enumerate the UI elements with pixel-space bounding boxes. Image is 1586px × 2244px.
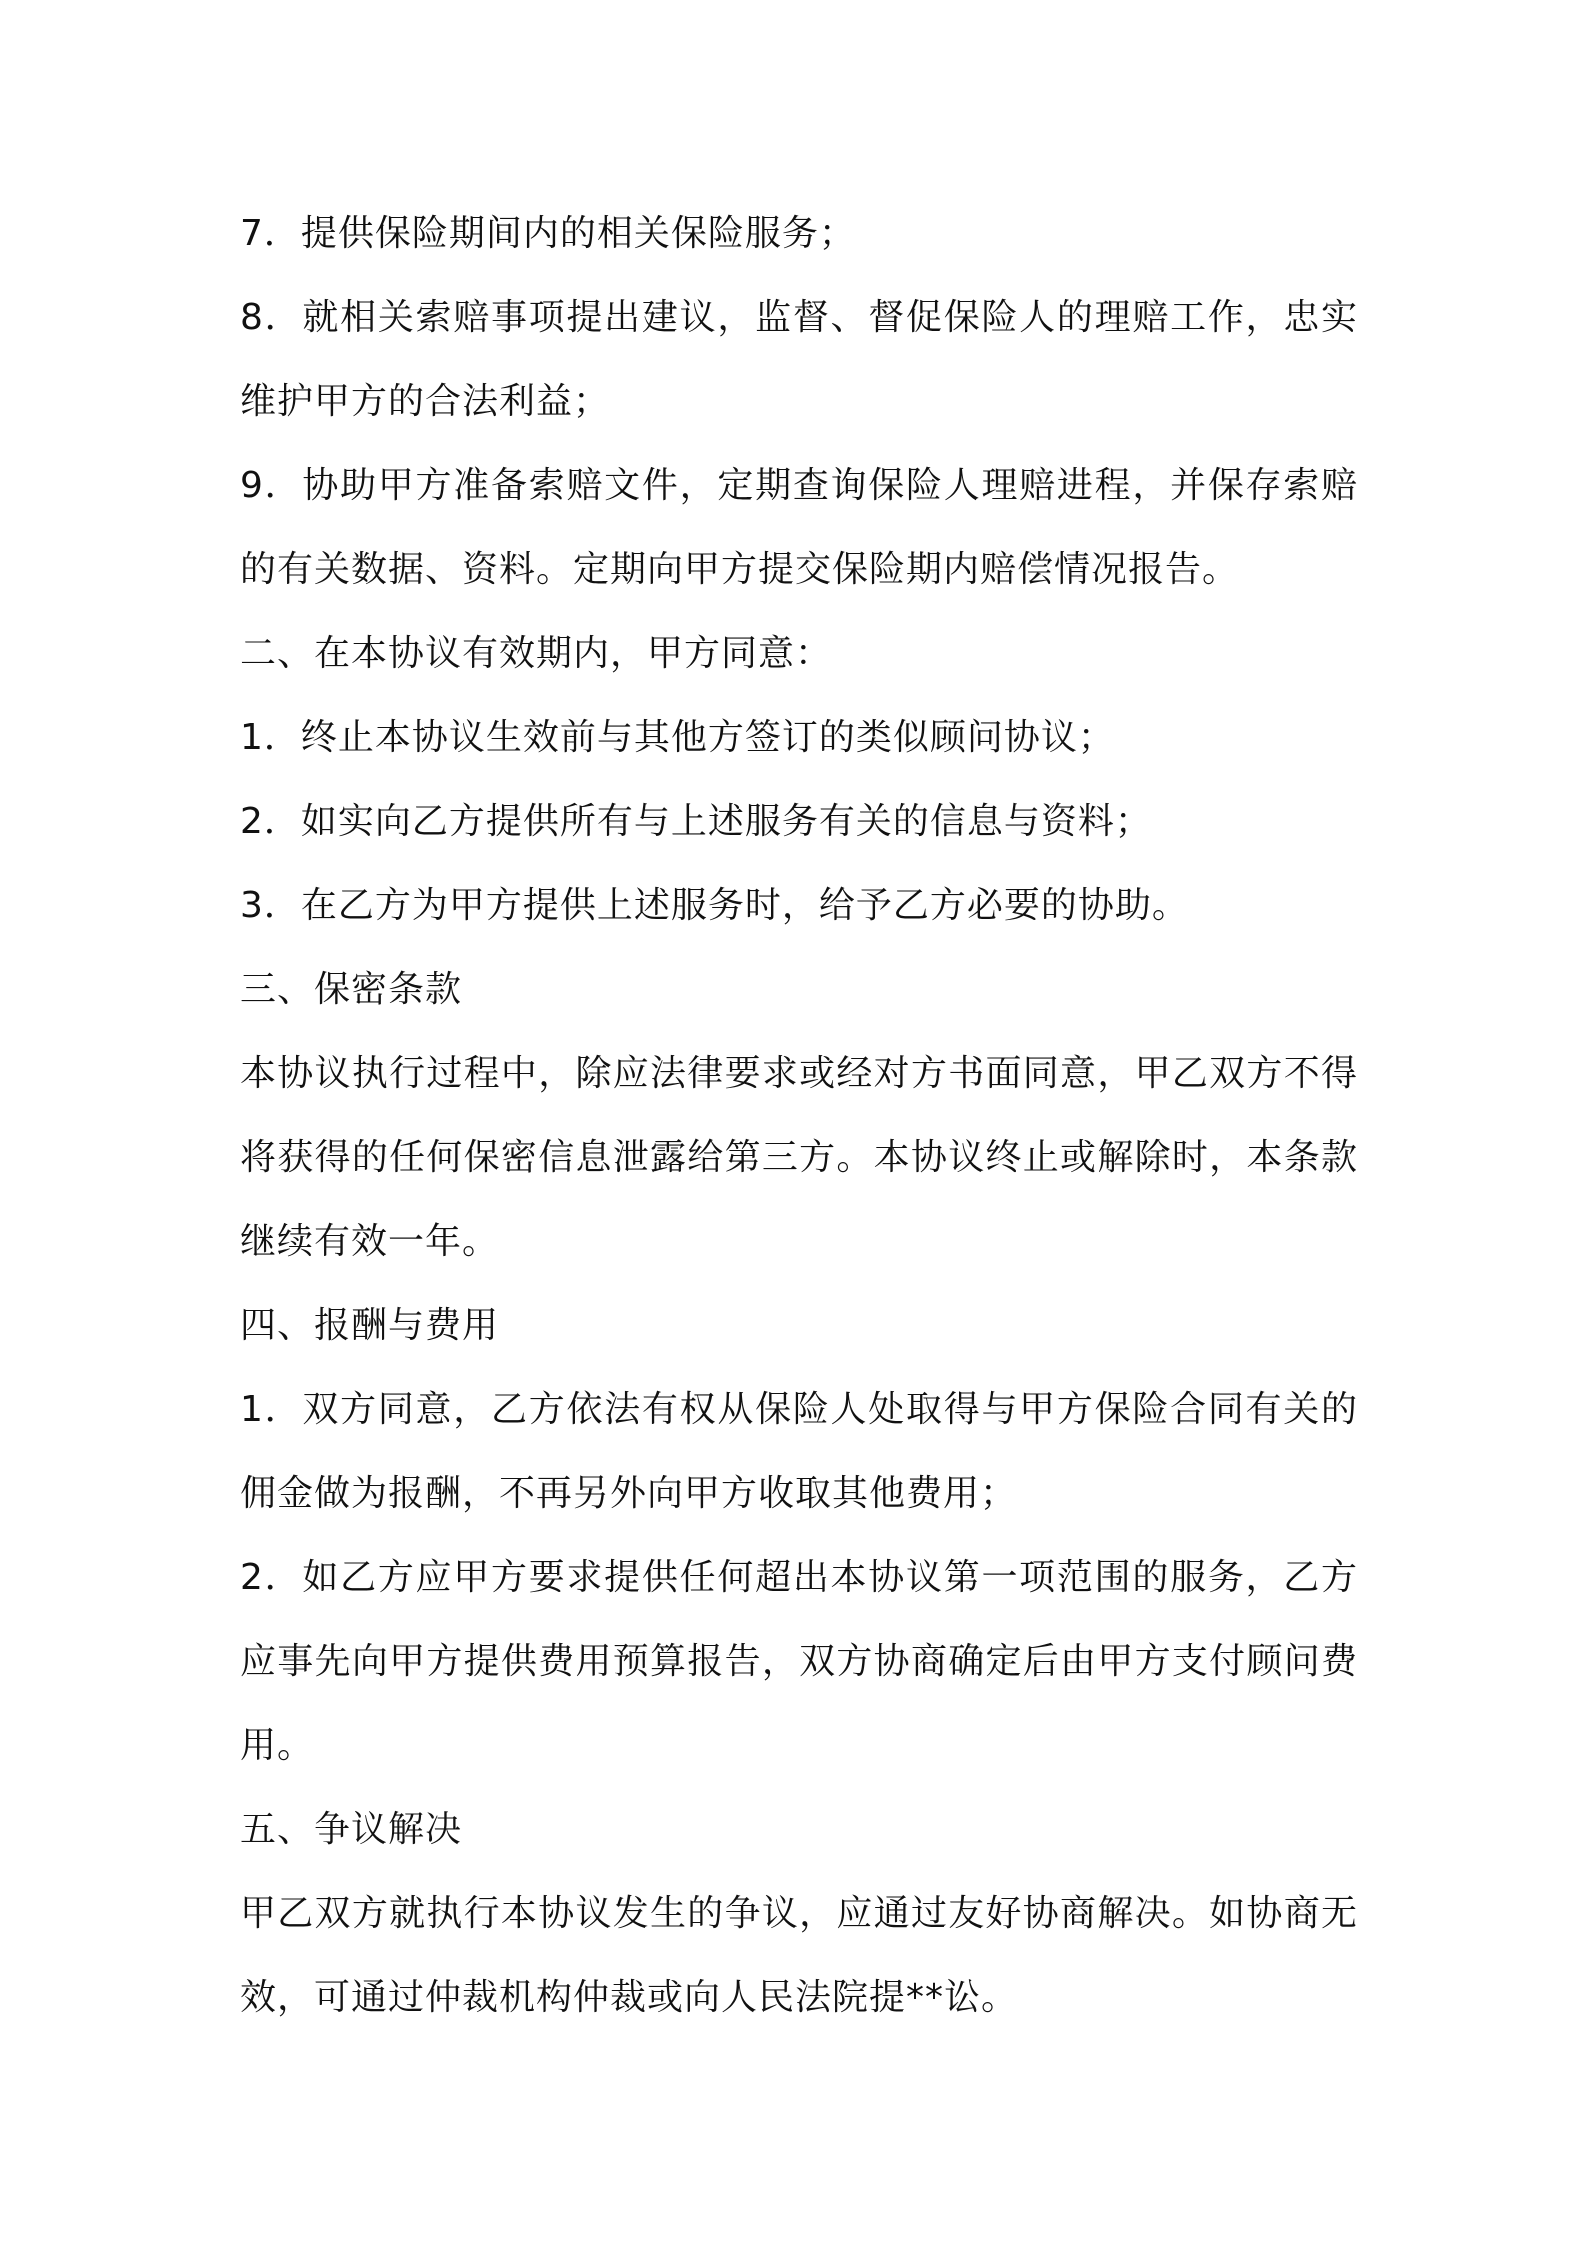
- section-5-body: 甲乙双方就执行本协议发生的争议，应通过友好协商解决。如协商无效，可通过仲裁机构仲裁或向人民法院提**讼。: [240, 1893, 1358, 2018]
- section-4-item-1: 1．双方同意，乙方依法有权从保险人处取得与甲方保险合同有关的佣金做为报酬，不再另外向甲方收取其他费用；: [240, 1389, 1358, 1514]
- clause-7-insurance-service: 7．提供保险期间内的相关保险服务；: [240, 213, 856, 254]
- clause-8-claims-advice: 8．就相关索赔事项提出建议，监督、督促保险人的理赔工作，忠实维护甲方的合法利益；: [240, 297, 1358, 422]
- clause-9-claims-documents: 9．协助甲方准备索赔文件，定期查询保险人理赔进程，并保存索赔的有关数据、资料。定期向甲方提交保险期内赔偿情况报告。: [240, 465, 1358, 590]
- section-5-heading: 五、争议解决: [240, 1809, 463, 1850]
- section-2-heading: 二、在本协议有效期内，甲方同意：: [240, 633, 833, 674]
- section-3-heading: 三、保密条款: [240, 969, 463, 1010]
- section-2-item-1: 1．终止本协议生效前与其他方签订的类似顾问协议；: [240, 717, 1115, 758]
- section-4-item-2: 2．如乙方应甲方要求提供任何超出本协议第一项范围的服务，乙方应事先向甲方提供费用预算报告，双方协商确定后由甲方支付顾问费用。: [240, 1557, 1358, 1766]
- section-2-item-2: 2．如实向乙方提供所有与上述服务有关的信息与资料；: [240, 801, 1152, 842]
- section-3-body: 本协议执行过程中，除应法律要求或经对方书面同意，甲乙双方不得将获得的任何保密信息泄露给第三方。本协议终止或解除时，本条款继续有效一年。: [240, 1053, 1358, 1262]
- section-2-item-3: 3．在乙方为甲方提供上述服务时，给予乙方必要的协助。: [240, 885, 1189, 926]
- section-4-heading: 四、报酬与费用: [240, 1305, 500, 1346]
- document-body: [240, 192, 1358, 2040]
